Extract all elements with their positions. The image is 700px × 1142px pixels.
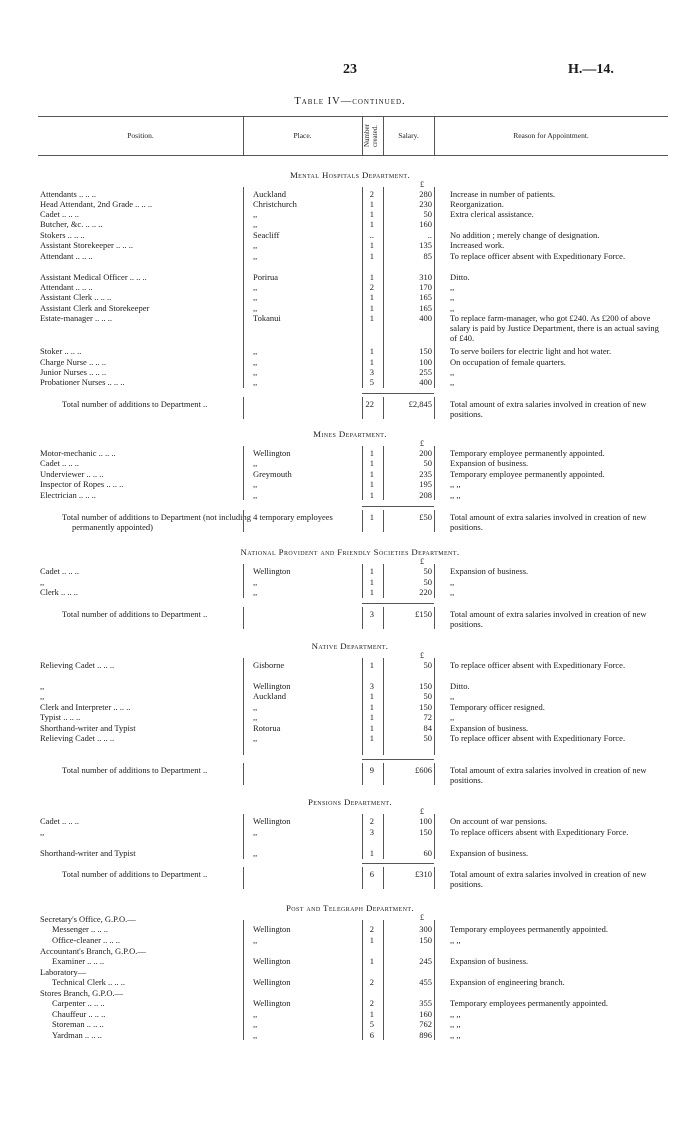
- column-divider: [434, 397, 435, 419]
- cell-salary: 170: [419, 282, 432, 292]
- cell-position: Clerk .. .. ..: [40, 587, 79, 597]
- column-header-reason: Reason for Appointment.: [513, 131, 589, 140]
- column-divider: [362, 607, 363, 629]
- cell-reason: Reorganization.: [450, 199, 504, 209]
- total-label: Total number of additions to Department ..: [62, 765, 208, 775]
- column-divider: [383, 920, 384, 1040]
- cell-number: 1: [369, 848, 374, 858]
- cell-salary: 230: [419, 199, 432, 209]
- cell-reason: Expansion of business.: [450, 723, 529, 733]
- cell-position: Cadet .. .. ..: [40, 566, 79, 576]
- cell-position: Shorthand-writer and Typist: [40, 848, 136, 858]
- cell-reason: ,,: [450, 303, 455, 313]
- cell-place: Rotorua: [253, 723, 281, 733]
- cell-number: 1: [369, 346, 374, 356]
- pound-symbol: £: [420, 651, 424, 660]
- column-divider: [362, 510, 363, 532]
- cell-position: Yardman .. .. ..: [52, 1030, 102, 1040]
- cell-number: 1: [369, 199, 374, 209]
- cell-place: ,,: [253, 848, 258, 858]
- cell-position: Electrician .. .. ..: [40, 490, 96, 500]
- section-title: Native Department.: [311, 641, 389, 651]
- cell-number: 3: [369, 681, 374, 691]
- cell-reason: ,, ,,: [450, 1019, 461, 1029]
- cell-reason: ,,: [450, 712, 455, 722]
- cell-salary: 280: [419, 189, 432, 199]
- cell-position: Messenger .. .. ..: [52, 924, 108, 934]
- cell-position: Assistant Clerk .. .. ..: [40, 292, 112, 302]
- total-rule: [362, 863, 434, 864]
- cell-salary: 200: [419, 448, 432, 458]
- cell-place: Wellington: [253, 998, 291, 1008]
- column-divider: [434, 658, 435, 755]
- cell-place: Tokanui: [253, 313, 281, 323]
- cell-salary: 220: [419, 587, 432, 597]
- cell-place: ,,: [253, 1030, 258, 1040]
- cell-salary: 50: [423, 209, 432, 219]
- cell-position: Examiner .. .. ..: [52, 956, 105, 966]
- cell-place: ,,: [253, 1009, 258, 1019]
- cell-salary: 245: [419, 956, 432, 966]
- cell-position: Cadet .. .. ..: [40, 458, 79, 468]
- column-divider: [243, 920, 244, 1040]
- cell-salary: 50: [423, 660, 432, 670]
- cell-position: Junior Nurses .. .. ..: [40, 367, 107, 377]
- cell-position: Underviewer .. .. ..: [40, 469, 104, 479]
- cell-salary: ..: [427, 230, 432, 240]
- column-divider: [383, 607, 384, 629]
- cell-number: 6: [369, 1030, 374, 1040]
- cell-reason: Expansion of business.: [450, 956, 529, 966]
- cell-reason: Temporary officer resigned.: [450, 702, 545, 712]
- column-divider: [362, 763, 363, 785]
- cell-number: 1: [369, 292, 374, 302]
- cell-salary: 50: [423, 566, 432, 576]
- cell-salary: 355: [419, 998, 432, 1008]
- column-divider: [243, 564, 244, 598]
- cell-number: 3: [369, 827, 374, 837]
- total-salary: £50: [419, 512, 432, 522]
- cell-reason: ,, ,,: [450, 935, 461, 945]
- cell-salary: 235: [419, 469, 432, 479]
- total-rule: [362, 506, 434, 507]
- pound-symbol: £: [420, 439, 424, 448]
- total-salary: £2,845: [408, 399, 432, 409]
- cell-salary: 50: [423, 577, 432, 587]
- cell-salary: 400: [419, 377, 432, 387]
- cell-number: 1: [369, 723, 374, 733]
- cell-position: Cadet .. .. ..: [40, 209, 79, 219]
- document-reference: H.—14.: [568, 62, 614, 77]
- column-divider: [434, 446, 435, 500]
- total-number: 9: [369, 765, 374, 775]
- cell-salary: 165: [419, 303, 432, 313]
- cell-place: ,,: [253, 357, 258, 367]
- total-rule: [362, 393, 434, 394]
- cell-reason: ,, ,,: [450, 490, 461, 500]
- cell-reason: Expansion of business.: [450, 458, 529, 468]
- column-divider: [243, 814, 244, 859]
- cell-salary: 150: [419, 346, 432, 356]
- cell-reason: Ditto.: [450, 681, 470, 691]
- column-divider: [434, 187, 435, 388]
- cell-place: ,,: [253, 251, 258, 261]
- cell-number: 2: [369, 998, 374, 1008]
- cell-place: Wellington: [253, 977, 291, 987]
- cell-number: 1: [369, 209, 374, 219]
- cell-salary: 50: [423, 458, 432, 468]
- cell-number: 1: [369, 458, 374, 468]
- column-divider: [243, 510, 244, 532]
- cell-place: ,,: [253, 479, 258, 489]
- cell-place: ,,: [253, 712, 258, 722]
- cell-salary: 400: [419, 313, 432, 323]
- cell-reason: ,, ,,: [450, 479, 461, 489]
- table-title-text: Table IV—continued.: [294, 96, 406, 107]
- total-label: Total number of additions to Department ..: [62, 869, 208, 879]
- cell-place: Wellington: [253, 956, 291, 966]
- column-header-salary: Salary.: [398, 131, 419, 140]
- cell-reason: On occupation of female quarters.: [450, 357, 566, 367]
- cell-reason: Ditto.: [450, 272, 470, 282]
- total-salary: £150: [415, 609, 432, 619]
- cell-salary: 85: [423, 251, 432, 261]
- cell-place: ,,: [253, 240, 258, 250]
- cell-reason: To serve boilers for electric light and hot water.: [450, 346, 612, 356]
- cell-place: Greymouth: [253, 469, 292, 479]
- cell-number: 1: [369, 577, 374, 587]
- column-divider: [383, 814, 384, 859]
- cell-number: 1: [369, 251, 374, 261]
- cell-place: ,,: [253, 367, 258, 377]
- cell-number: 5: [369, 377, 374, 387]
- cell-position: Assistant Storekeeper .. .. ..: [40, 240, 134, 250]
- cell-position: Motor-mechanic .. .. ..: [40, 448, 116, 458]
- total-rule: [362, 603, 434, 604]
- cell-reason: Temporary employee permanently appointed.: [450, 448, 605, 458]
- cell-number: 2: [369, 977, 374, 987]
- cell-position: ,,: [40, 691, 45, 701]
- cell-position: Accountant's Branch, G.P.O.—: [40, 946, 146, 956]
- column-divider: [362, 397, 363, 419]
- column-divider: [383, 187, 384, 388]
- cell-place: ,,: [253, 702, 258, 712]
- column-divider: [434, 867, 435, 889]
- column-divider: [243, 397, 244, 419]
- cell-salary: 100: [419, 357, 432, 367]
- section-title: Pensions Department.: [307, 797, 393, 807]
- column-divider: [434, 564, 435, 598]
- total-reason: Total amount of extra salaries involved in creation of new positions.: [450, 869, 647, 890]
- cell-position: ,,: [40, 681, 45, 691]
- cell-position: Stores Branch, G.P.O.—: [40, 988, 124, 998]
- cell-place: ,,: [253, 458, 258, 468]
- cell-salary: 150: [419, 681, 432, 691]
- column-divider: [434, 510, 435, 532]
- cell-reason: ,,: [450, 691, 455, 701]
- cell-position: Carpenter .. .. ..: [52, 998, 105, 1008]
- cell-number: 1: [369, 935, 374, 945]
- section-title: Mines Department.: [313, 429, 387, 439]
- cell-position: Assistant Medical Officer .. .. ..: [40, 272, 147, 282]
- pound-symbol: £: [420, 557, 424, 566]
- cell-position: Attendant .. .. ..: [40, 282, 93, 292]
- cell-position: Clerk and Interpreter .. .. ..: [40, 702, 131, 712]
- cell-salary: 165: [419, 292, 432, 302]
- total-salary: £606: [415, 765, 432, 775]
- column-divider: [383, 446, 384, 500]
- cell-place: Christchurch: [253, 199, 297, 209]
- cell-place: Wellington: [253, 566, 291, 576]
- cell-position: Relieving Cadet .. .. ..: [40, 733, 115, 743]
- cell-reason: ,,: [450, 282, 455, 292]
- column-header-number: Number created.: [363, 124, 379, 148]
- cell-number: 1: [369, 1009, 374, 1019]
- column-divider: [434, 763, 435, 785]
- section-title: Post and Telegraph Department.: [285, 903, 414, 913]
- column-divider: [243, 187, 244, 388]
- pound-symbol: £: [420, 913, 424, 922]
- total-label: Total number of additions to Department ..: [62, 399, 208, 409]
- cell-place: Wellington: [253, 448, 291, 458]
- column-header-position: Position.: [127, 131, 154, 140]
- cell-position: Charge Nurse .. .. ..: [40, 357, 106, 367]
- cell-position: Typist .. .. ..: [40, 712, 81, 722]
- cell-place: Wellington: [253, 924, 291, 934]
- cell-position: Shorthand-writer and Typist: [40, 723, 136, 733]
- cell-position: Stoker .. .. ..: [40, 346, 82, 356]
- column-header-place: Place.: [293, 131, 312, 140]
- cell-number: 5: [369, 1019, 374, 1029]
- cell-place: ,,: [253, 1019, 258, 1029]
- column-divider: [243, 658, 244, 755]
- cell-position: Laboratory—: [40, 967, 87, 977]
- cell-number: 1: [369, 219, 374, 229]
- cell-position: Attendants .. .. ..: [40, 189, 96, 199]
- cell-number: 2: [369, 189, 374, 199]
- cell-salary: 195: [419, 479, 432, 489]
- cell-place: Gisborne: [253, 660, 285, 670]
- cell-place: ,,: [253, 827, 258, 837]
- cell-salary: 208: [419, 490, 432, 500]
- cell-reason: Expansion of business.: [450, 848, 529, 858]
- cell-reason: ,,: [450, 577, 455, 587]
- cell-number: 1: [369, 448, 374, 458]
- column-divider: [362, 867, 363, 889]
- cell-salary: 50: [423, 733, 432, 743]
- cell-number: ..: [369, 230, 374, 240]
- cell-reason: Temporary employees permanently appointed.: [450, 998, 609, 1008]
- cell-reason: ,,: [450, 587, 455, 597]
- cell-number: 1: [369, 712, 374, 722]
- cell-reason: To replace officer absent with Expeditionary Force.: [450, 251, 626, 261]
- cell-salary: 150: [419, 702, 432, 712]
- cell-reason: Increase in number of patients.: [450, 189, 556, 199]
- cell-position: Technical Clerk .. .. ..: [52, 977, 126, 987]
- total-reason: Total amount of extra salaries involved in creation of new positions.: [450, 399, 647, 420]
- cell-number: 1: [369, 691, 374, 701]
- cell-number: 1: [369, 660, 374, 670]
- cell-number: 1: [369, 490, 374, 500]
- cell-reason: ,,: [450, 292, 455, 302]
- column-divider: [383, 564, 384, 598]
- section-title: Mental Hospitals Department.: [289, 170, 411, 180]
- cell-place: ,,: [253, 577, 258, 587]
- cell-number: 1: [369, 272, 374, 282]
- cell-number: 1: [369, 566, 374, 576]
- cell-position: Secretary's Office, G.P.O.—: [40, 914, 136, 924]
- cell-reason: Temporary employee permanently appointed.: [450, 469, 605, 479]
- cell-position: ,,: [40, 827, 45, 837]
- cell-salary: 100: [419, 816, 432, 826]
- cell-place: ,,: [253, 303, 258, 313]
- cell-number: 2: [369, 816, 374, 826]
- cell-place: ,,: [253, 219, 258, 229]
- cell-number: 1: [369, 479, 374, 489]
- cell-reason: ,, ,,: [450, 1009, 461, 1019]
- cell-number: 1: [369, 587, 374, 597]
- cell-place: ,,: [253, 377, 258, 387]
- cell-reason: To replace officers absent with Expeditionary Force.: [450, 827, 629, 837]
- cell-reason: ,,: [450, 367, 455, 377]
- cell-reason: To replace farm-manager, who got £240. As £200 of above salary is paid by Justice Department, there is an actual saving of £40.: [450, 313, 659, 344]
- cell-position: Storeman .. .. ..: [52, 1019, 104, 1029]
- cell-salary: 455: [419, 977, 432, 987]
- total-reason: Total amount of extra salaries involved in creation of new positions.: [450, 609, 647, 630]
- column-divider: [434, 920, 435, 1040]
- total-rule: [362, 759, 434, 760]
- cell-salary: 150: [419, 935, 432, 945]
- column-divider: [243, 446, 244, 500]
- cell-salary: 150: [419, 827, 432, 837]
- column-divider: [383, 763, 384, 785]
- cell-number: 2: [369, 924, 374, 934]
- cell-number: 2: [369, 282, 374, 292]
- cell-position: Butcher, &c. .. .. ..: [40, 219, 103, 229]
- cell-reason: Expansion of business.: [450, 566, 529, 576]
- cell-position: Cadet .. .. ..: [40, 816, 79, 826]
- cell-reason: Increased work.: [450, 240, 505, 250]
- total-label: Total number of additions to Department (not including 4 temporary employees permanently appointed): [62, 512, 333, 533]
- cell-position: ,,: [40, 577, 45, 587]
- column-divider: [383, 658, 384, 755]
- cell-reason: ,, ,,: [450, 1030, 461, 1040]
- total-number: 1: [369, 512, 374, 522]
- cell-salary: 896: [419, 1030, 432, 1040]
- cell-position: Stokers .. .. ..: [40, 230, 85, 240]
- cell-place: Wellington: [253, 816, 291, 826]
- column-divider: [243, 763, 244, 785]
- total-reason: Total amount of extra salaries involved in creation of new positions.: [450, 512, 647, 533]
- cell-salary: 135: [419, 240, 432, 250]
- cell-salary: 60: [423, 848, 432, 858]
- total-label: Total number of additions to Department ..: [62, 609, 208, 619]
- total-number: 22: [365, 399, 374, 409]
- cell-position: Estate-manager .. .. ..: [40, 313, 112, 323]
- cell-number: 1: [369, 313, 374, 323]
- cell-reason: Temporary employees permanently appointed.: [450, 924, 609, 934]
- cell-number: 1: [369, 702, 374, 712]
- cell-number: 3: [369, 367, 374, 377]
- section-title: National Provident and Friendly Societies Department.: [240, 547, 460, 557]
- cell-place: ,,: [253, 346, 258, 356]
- cell-salary: 762: [419, 1019, 432, 1029]
- cell-position: Head Attendant, 2nd Grade .. .. ..: [40, 199, 153, 209]
- cell-position: Chauffeur .. .. ..: [52, 1009, 106, 1019]
- cell-place: Wellington: [253, 681, 291, 691]
- column-divider: [434, 814, 435, 859]
- cell-reason: Extra clerical assistance.: [450, 209, 534, 219]
- pound-symbol: £: [420, 180, 424, 189]
- cell-position: Relieving Cadet .. .. ..: [40, 660, 115, 670]
- cell-reason: To replace officer absent with Expeditionary Force.: [450, 733, 626, 743]
- cell-place: ,,: [253, 209, 258, 219]
- cell-number: 1: [369, 469, 374, 479]
- cell-place: Porirua: [253, 272, 279, 282]
- cell-reason: ,,: [450, 377, 455, 387]
- cell-salary: 255: [419, 367, 432, 377]
- cell-place: Auckland: [253, 189, 287, 199]
- cell-salary: 72: [423, 712, 432, 722]
- cell-reason: On account of war pensions.: [450, 816, 548, 826]
- cell-place: ,,: [253, 733, 258, 743]
- cell-number: 1: [369, 240, 374, 250]
- cell-number: 1: [369, 956, 374, 966]
- cell-number: 1: [369, 357, 374, 367]
- cell-position: Inspector of Ropes .. .. ..: [40, 479, 124, 489]
- pound-symbol: £: [420, 807, 424, 816]
- cell-number: 1: [369, 733, 374, 743]
- cell-place: ,,: [253, 587, 258, 597]
- cell-place: ,,: [253, 292, 258, 302]
- cell-number: 1: [369, 303, 374, 313]
- cell-place: ,,: [253, 490, 258, 500]
- total-number: 3: [369, 609, 374, 619]
- cell-position: Probationer Nurses .. .. ..: [40, 377, 125, 387]
- page-number: 23: [343, 62, 357, 77]
- cell-reason: Expansion of engineering branch.: [450, 977, 565, 987]
- column-divider: [383, 510, 384, 532]
- cell-place: ,,: [253, 282, 258, 292]
- cell-salary: 300: [419, 924, 432, 934]
- column-divider: [383, 397, 384, 419]
- cell-position: Attendant .. .. ..: [40, 251, 93, 261]
- total-reason: Total amount of extra salaries involved in creation of new positions.: [450, 765, 647, 786]
- column-divider: [383, 867, 384, 889]
- column-divider: [243, 607, 244, 629]
- total-salary: £310: [415, 869, 432, 879]
- total-number: 6: [369, 869, 374, 879]
- column-divider: [434, 607, 435, 629]
- cell-place: Seacliff: [253, 230, 280, 240]
- cell-salary: 160: [419, 219, 432, 229]
- cell-place: Auckland: [253, 691, 287, 701]
- cell-reason: No addition ; merely change of designation.: [450, 230, 600, 240]
- cell-salary: 310: [419, 272, 432, 282]
- cell-reason: To replace officer absent with Expeditionary Force.: [450, 660, 626, 670]
- cell-position: Assistant Clerk and Storekeeper: [40, 303, 150, 313]
- cell-salary: 50: [423, 691, 432, 701]
- cell-salary: 84: [423, 723, 432, 733]
- column-divider: [243, 867, 244, 889]
- cell-place: ,,: [253, 935, 258, 945]
- cell-salary: 160: [419, 1009, 432, 1019]
- cell-position: Office-cleaner .. .. ..: [52, 935, 121, 945]
